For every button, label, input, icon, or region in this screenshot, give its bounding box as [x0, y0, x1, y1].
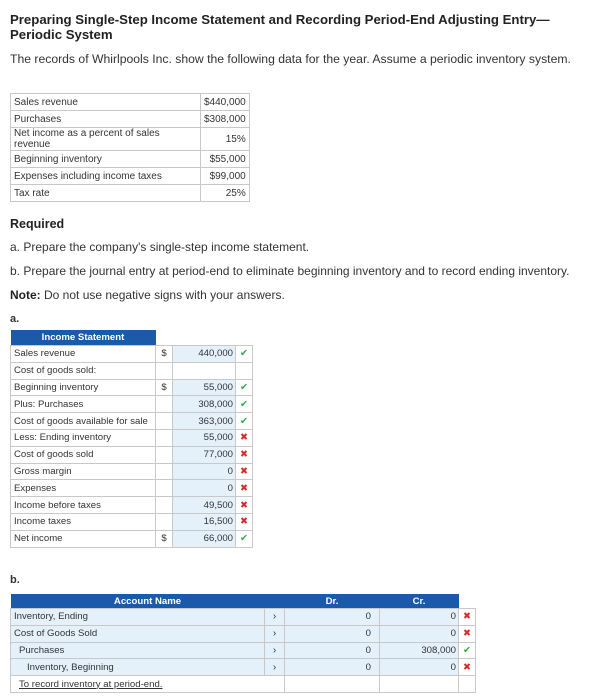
currency-symbol: [156, 513, 173, 530]
debit-input[interactable]: 0: [285, 625, 380, 642]
account-select[interactable]: Cost of Goods Sold: [11, 625, 265, 642]
income-statement-row: [11, 446, 253, 463]
cross-icon: ✖: [236, 463, 253, 480]
data-row: [11, 168, 250, 185]
currency-symbol: [156, 480, 173, 497]
journal-note-row: [11, 676, 476, 693]
amount-input[interactable]: 55,000: [173, 429, 236, 446]
required-b-text: b. Prepare the journal entry at period-end to eliminate beginning inventory and to record ending inventory.: [10, 264, 570, 278]
amount-input[interactable]: 77,000: [173, 446, 236, 463]
data-label: Net income as a percent of sales revenue: [11, 128, 201, 151]
row-label: Cost of goods available for sale: [11, 413, 156, 430]
amount-input[interactable]: 363,000: [173, 413, 236, 430]
amount-input[interactable]: 55,000: [173, 379, 236, 396]
income-statement-header: Income Statement: [11, 330, 156, 346]
part-b-label: b.: [10, 574, 20, 586]
cross-icon: ✖: [236, 480, 253, 497]
row-label: Cost of goods sold:: [11, 362, 156, 379]
income-statement-row: [11, 480, 253, 497]
amount-input[interactable]: 49,500: [173, 497, 236, 514]
row-label: Sales revenue: [11, 346, 156, 363]
income-statement-row: [11, 413, 253, 430]
data-value: $308,000: [201, 111, 250, 128]
required-a-text: a. Prepare the company's single-step income statement.: [10, 240, 310, 254]
cross-icon: ✖: [459, 609, 476, 626]
currency-symbol: [156, 362, 173, 379]
currency-symbol: [156, 413, 173, 430]
given-data-table: [10, 93, 250, 202]
intro-text: The records of Whirlpools Inc. show the following data for the year. Assume a periodic inventory system.: [10, 52, 571, 66]
data-row: [11, 151, 250, 168]
account-select[interactable]: Purchases: [11, 642, 265, 659]
data-value: 25%: [201, 185, 250, 202]
data-label: Purchases: [11, 111, 201, 128]
income-statement-row: [11, 379, 253, 396]
income-statement-table: [10, 330, 253, 548]
data-value: $55,000: [201, 151, 250, 168]
journal-note: To record inventory at period-end.: [11, 676, 285, 693]
part-a-label: a.: [10, 313, 20, 325]
data-label: Tax rate: [11, 185, 201, 202]
credit-input[interactable]: 308,000: [380, 642, 459, 659]
data-row: [11, 185, 250, 202]
debit-input[interactable]: 0: [285, 659, 380, 676]
row-label: Less: Ending inventory: [11, 429, 156, 446]
income-statement-row: [11, 362, 253, 379]
income-statement-row: [11, 530, 253, 547]
chevron-down-icon[interactable]: ›: [265, 625, 285, 642]
data-value: $440,000: [201, 94, 250, 111]
mark-cell: [236, 362, 253, 379]
debit-input[interactable]: 0: [285, 609, 380, 626]
cross-icon: ✖: [236, 497, 253, 514]
cross-icon: ✖: [236, 429, 253, 446]
currency-symbol: [156, 396, 173, 413]
row-label: Beginning inventory: [11, 379, 156, 396]
data-row: [11, 128, 250, 151]
check-icon: ✔: [236, 379, 253, 396]
data-value: $99,000: [201, 168, 250, 185]
cross-icon: ✖: [236, 446, 253, 463]
row-label: Income taxes: [11, 513, 156, 530]
currency-symbol: [156, 446, 173, 463]
journal-row: [11, 625, 476, 642]
check-icon: ✔: [236, 413, 253, 430]
row-label: Income before taxes: [11, 497, 156, 514]
income-statement-row: [11, 497, 253, 514]
row-label: Gross margin: [11, 463, 156, 480]
amount-cell: [173, 362, 236, 379]
credit-input[interactable]: 0: [380, 659, 459, 676]
account-select[interactable]: Inventory, Beginning: [11, 659, 265, 676]
check-icon: ✔: [236, 346, 253, 363]
journal-row: [11, 659, 476, 676]
account-select[interactable]: Inventory, Ending: [11, 609, 265, 626]
chevron-down-icon[interactable]: ›: [265, 642, 285, 659]
debit-header: Dr.: [285, 594, 380, 609]
amount-input[interactable]: 16,500: [173, 513, 236, 530]
account-name-header: Account Name: [11, 594, 285, 609]
income-statement-row: [11, 346, 253, 363]
income-statement-row: [11, 513, 253, 530]
currency-symbol: [156, 497, 173, 514]
cross-icon: ✖: [459, 659, 476, 676]
data-row: [11, 94, 250, 111]
income-statement-row: [11, 429, 253, 446]
cross-icon: ✖: [236, 513, 253, 530]
chevron-down-icon[interactable]: ›: [265, 609, 285, 626]
credit-header: Cr.: [380, 594, 459, 609]
note-label: Note:: [10, 288, 41, 302]
amount-input[interactable]: 440,000: [173, 346, 236, 363]
row-label: Net income: [11, 530, 156, 547]
credit-input[interactable]: 0: [380, 609, 459, 626]
currency-symbol: $: [156, 530, 173, 547]
journal-row: [11, 609, 476, 626]
currency-symbol: [156, 429, 173, 446]
amount-input[interactable]: 0: [173, 463, 236, 480]
data-label: Sales revenue: [11, 94, 201, 111]
credit-input[interactable]: 0: [380, 625, 459, 642]
income-statement-row: [11, 463, 253, 480]
amount-input[interactable]: 0: [173, 480, 236, 497]
currency-symbol: [156, 463, 173, 480]
note-text: Do not use negative signs with your answers.: [40, 288, 285, 302]
data-row: [11, 111, 250, 128]
debit-input[interactable]: 0: [285, 642, 380, 659]
required-note: [10, 288, 285, 302]
row-label: Cost of goods sold: [11, 446, 156, 463]
currency-symbol: $: [156, 346, 173, 363]
amount-input[interactable]: 308,000: [173, 396, 236, 413]
data-value: 15%: [201, 128, 250, 151]
row-label: Expenses: [11, 480, 156, 497]
chevron-down-icon[interactable]: ›: [265, 659, 285, 676]
currency-symbol: $: [156, 379, 173, 396]
amount-input[interactable]: 66,000: [173, 530, 236, 547]
journal-row: [11, 642, 476, 659]
cross-icon: ✖: [459, 625, 476, 642]
data-label: Beginning inventory: [11, 151, 201, 168]
check-icon: ✔: [236, 396, 253, 413]
check-icon: ✔: [236, 530, 253, 547]
data-label: Expenses including income taxes: [11, 168, 201, 185]
check-icon: ✔: [459, 642, 476, 659]
required-heading: Required: [10, 217, 65, 231]
income-statement-row: [11, 396, 253, 413]
row-label: Plus: Purchases: [11, 396, 156, 413]
page-title: Preparing Single-Step Income Statement and Recording Period-End Adjusting Entry—Periodic System: [10, 12, 550, 42]
journal-entry-table: [10, 594, 476, 693]
